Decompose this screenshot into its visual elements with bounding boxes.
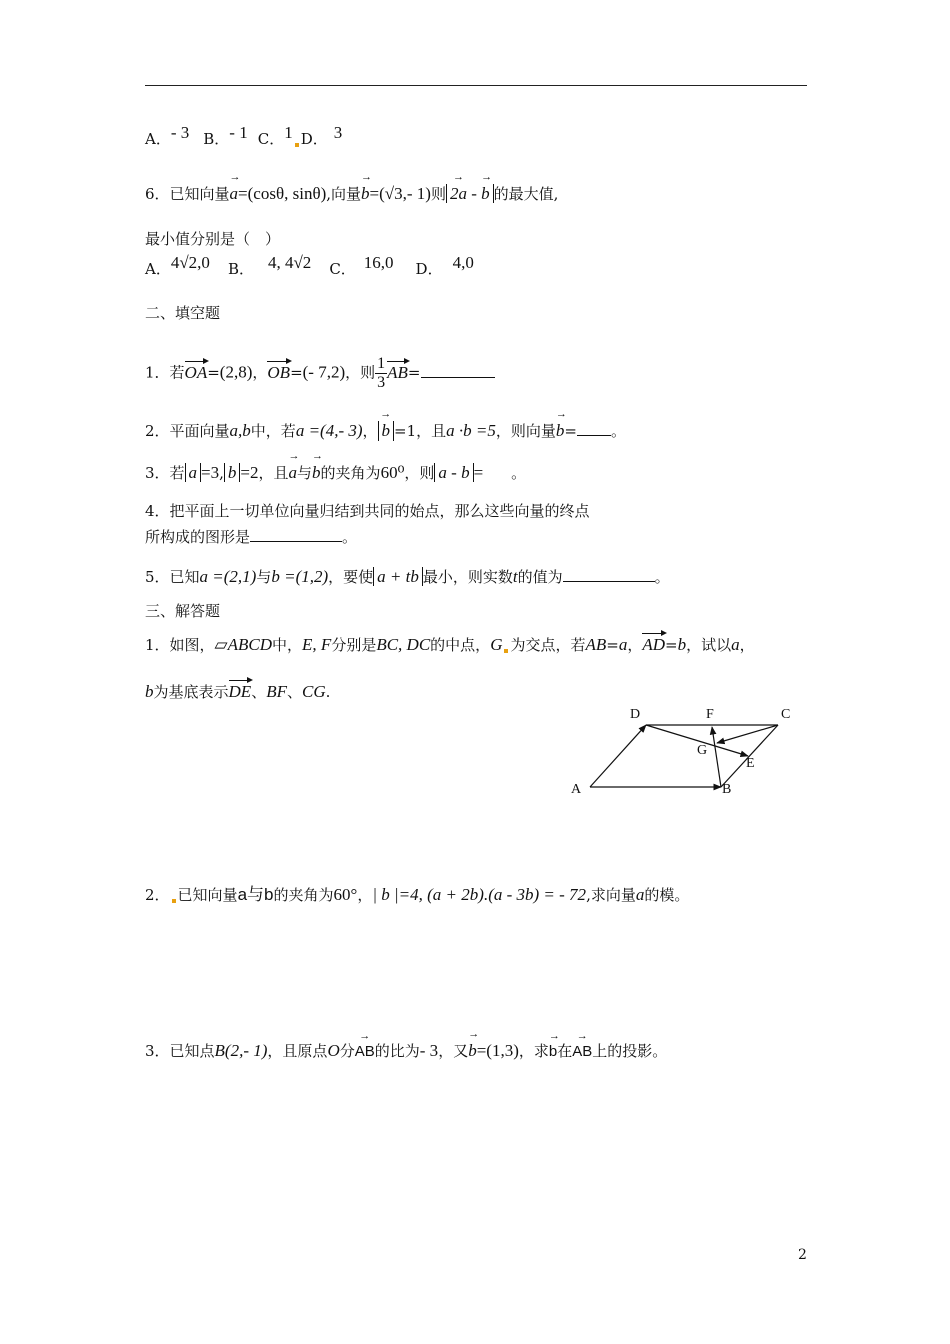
option-b-value: - 1	[229, 123, 248, 142]
fill-question-4-line2	[145, 526, 357, 547]
frac-num: 1	[377, 355, 386, 372]
fill3-a-abs: a	[185, 463, 202, 482]
solve1-line2: 为基底表示	[153, 683, 229, 701]
solve3-prefix: 3．已知点	[145, 1042, 215, 1060]
fraction-one-third	[375, 355, 387, 392]
option-c-label: C．	[257, 130, 285, 148]
fill3-angle: 的夹角为	[320, 464, 381, 482]
fill2-ab: a,b	[229, 421, 251, 440]
fill2-prefix: 2．平面向量	[145, 422, 230, 440]
solve1-eq1: =	[606, 636, 619, 654]
solve1-dun2: 、	[286, 683, 302, 701]
fill2-a-expr: a =(4,- 3)	[295, 421, 363, 440]
solve2-deg: 60°	[333, 885, 358, 904]
solve2-prefix: 2．	[145, 886, 170, 904]
q6-mid: ,向量	[326, 185, 362, 203]
solve3-text6: 在	[557, 1042, 573, 1060]
fill1-then: ，则	[345, 363, 376, 382]
header-rule	[145, 85, 807, 86]
label-d: D	[630, 707, 641, 722]
vector-oa-value: (2,8)	[219, 362, 253, 382]
solve1-zhong: 中，	[272, 636, 303, 654]
vector-b: → b	[361, 184, 370, 204]
abs-b: → b	[481, 184, 490, 204]
solve-question-1	[145, 633, 755, 655]
fill3-a-vec: → a	[289, 463, 298, 483]
fill2-end: 。	[611, 422, 627, 440]
label-f: F	[706, 707, 714, 722]
parallelogram-figure	[560, 700, 810, 805]
vector-de: DE	[228, 682, 252, 701]
vector-ab: AB	[387, 362, 408, 382]
solve1-end1: ，	[739, 636, 755, 654]
vector-ob: OB	[267, 362, 291, 382]
fill3-comma: ,	[219, 464, 224, 482]
segment-cg	[717, 725, 778, 743]
fill2-b-vec: → b	[556, 421, 565, 441]
segment-bf	[712, 727, 721, 787]
fill2-dot-expr: a ·b =5	[446, 421, 496, 440]
solve3-ratio: - 3	[419, 1041, 439, 1060]
solve1-a1: a	[618, 635, 628, 654]
fill3-diff: a - b	[434, 463, 473, 482]
solve3-text3: 的比为	[374, 1042, 420, 1060]
solve1-eq2: =	[665, 636, 678, 654]
fill-question-4-line1: 4．把平面上一切单位向量归结到共同的始点，那么这些向量的终点	[145, 502, 590, 520]
label-a: A	[571, 782, 582, 797]
solve1-b2: b	[145, 682, 154, 701]
solve2-text3: ,求向量	[586, 886, 636, 904]
vector-ob-value: (- 7,2)	[302, 362, 346, 382]
fill5-suffix: 最小，则实数	[422, 568, 513, 586]
solve1-mid: 的中点，	[430, 636, 491, 654]
answer-blank[interactable]	[250, 529, 342, 542]
option-c-value: 1	[284, 123, 293, 142]
solve2-comma: ，	[357, 886, 373, 904]
solve1-yi: ，试以	[686, 636, 732, 654]
point-b: B(2,- 1)	[214, 1041, 268, 1060]
origin-o: O	[327, 1041, 340, 1060]
solve3-text7: 上的投影。	[592, 1042, 668, 1060]
solve1-g: G	[490, 635, 503, 654]
fill-question-2	[145, 420, 626, 441]
marker-dot	[295, 143, 299, 147]
solve3-text1: ，且原点	[267, 1042, 328, 1060]
solve1-comma: ，	[627, 636, 643, 654]
q6-option-d-label: D．	[415, 260, 443, 278]
solve1-jiao: 为交点，若	[510, 636, 586, 654]
fill5-mid: ，要使	[328, 568, 374, 586]
label-c: C	[781, 707, 791, 722]
frac-den: 3	[377, 374, 386, 391]
question-6	[145, 183, 558, 204]
label-b: B	[722, 782, 732, 797]
fill-question-3	[145, 462, 526, 483]
vector-ab-2: → AB	[572, 1043, 592, 1060]
q6-abs-expr	[446, 184, 494, 203]
solve1-prefix: 1．如图，	[145, 636, 215, 654]
fill5-a-expr: a =(2,1)	[199, 567, 257, 586]
q6-option-b-value: 4, 4√2	[267, 253, 312, 272]
option-a-value: - 3	[170, 123, 190, 142]
question-6-options	[145, 253, 474, 279]
fill5-b-expr: b =(1,2)	[271, 567, 329, 586]
vector-ad: AD	[642, 635, 666, 654]
section-fill-title: 二、填空题	[145, 304, 221, 322]
marker-dot	[172, 899, 176, 903]
solve-question-3	[145, 1040, 667, 1061]
option-b-label: B．	[203, 130, 230, 148]
option-d-label: D．	[300, 130, 328, 148]
q6-option-b-label: B．	[227, 260, 254, 278]
vector-bf: BF	[266, 682, 287, 701]
solve2-a: a	[635, 885, 645, 904]
fill5-end: 。	[654, 568, 670, 586]
fill3-then: ，则	[404, 464, 435, 482]
fill5-t: t	[512, 567, 518, 586]
fill3-b-eq: =2	[240, 463, 259, 482]
solve3-text4: ，又	[438, 1042, 469, 1060]
q6-suffix: 的最大值,	[493, 185, 559, 203]
solve3-text2: 分	[339, 1042, 355, 1060]
fill3-eq: =	[473, 463, 484, 482]
fill3-b-abs: b	[224, 463, 241, 482]
fill-question-5	[145, 566, 670, 587]
fill2-then: ，则向量	[495, 422, 556, 440]
parallelogram-abcd: ▱ABCD	[214, 635, 273, 654]
option-a-label: A．	[145, 130, 171, 148]
page-number: 2	[798, 1247, 807, 1263]
fill1-eq3: =	[407, 363, 421, 382]
question-6-line2: 最小值分别是（ ）	[145, 230, 281, 248]
q6-option-c-value: 16,0	[363, 253, 394, 272]
solve1-ab: AB	[585, 635, 607, 654]
answer-blank[interactable]	[563, 569, 655, 582]
solve2-text4: 的模。	[644, 886, 690, 904]
solve1-bcdc: BC, DC	[376, 635, 431, 654]
label-e: E	[746, 756, 755, 771]
abs-minus: -	[466, 184, 482, 203]
q6-then: 则	[430, 185, 446, 203]
marker-dot	[504, 649, 508, 653]
vector-oa: OA	[184, 362, 208, 382]
answer-blank[interactable]	[577, 423, 611, 436]
solve3-text5: ，求	[518, 1042, 549, 1060]
vector-b-2: → b	[549, 1043, 557, 1060]
answer-blank[interactable]	[421, 365, 495, 378]
vector-b: → b	[468, 1041, 477, 1061]
abs-2a: → 2a	[450, 184, 467, 204]
fill5-yu: 与	[256, 568, 272, 586]
fill5-abs-expr: a + tb	[373, 567, 423, 586]
q6-option-a-value: 4√2,0	[170, 253, 210, 272]
fill2-b-abs: → b	[378, 421, 395, 441]
fill3-yu: 与	[297, 464, 313, 482]
fill1-comma: ，	[252, 363, 268, 382]
fill1-prefix: 1．若	[145, 363, 185, 382]
fill3-qie: ，且	[258, 464, 289, 482]
fill1-eq2: =	[290, 363, 303, 382]
vector-b-expr: =(√3,- 1)	[369, 184, 431, 203]
vector-cg: CG	[302, 682, 326, 701]
fill5-suffix2: 的值为	[517, 568, 563, 586]
fill3-end: 。	[511, 464, 527, 482]
solve1-a2: a	[731, 635, 740, 654]
fill3-b-vec: → b	[312, 463, 321, 483]
edge-ad	[590, 725, 646, 787]
solve1-dun1: 、	[251, 683, 267, 701]
fill3-prefix: 3．若	[145, 464, 185, 482]
solve2-text2: 的夹角为	[273, 886, 334, 904]
fill1-eq1: =	[207, 363, 220, 382]
q6-prefix: 6．已知向量	[145, 185, 230, 203]
solve2-condition: | b |=4, (a + 2b).(a - 3b) = - 72	[372, 885, 587, 904]
solve1-b1: b	[677, 635, 687, 654]
solve-question-2	[145, 880, 689, 905]
q6-option-a-label: A．	[145, 260, 171, 278]
q6-option-d-value: 4,0	[452, 253, 474, 272]
option-d-value: 3	[333, 123, 343, 142]
section-solve-title: 三、解答题	[145, 602, 221, 620]
q5-options	[145, 123, 343, 149]
fill2-comma: ，	[362, 422, 378, 440]
vector-ab-1: → AB	[355, 1043, 375, 1060]
solve2-ab: a与b	[237, 885, 274, 904]
fill4-line2-text: 所构成的图形是	[145, 528, 251, 546]
vector-a-expr: =(cosθ, sinθ)	[238, 184, 327, 203]
fill-question-1	[145, 355, 495, 392]
vector-a: → a	[230, 184, 239, 204]
q6-option-c-label: C．	[329, 260, 356, 278]
fill2-eq2: =	[564, 422, 577, 440]
fill2-zhong: 中，若	[250, 422, 296, 440]
label-g: G	[697, 743, 708, 758]
solve1-ef: E, F	[302, 635, 332, 654]
fill5-prefix: 5．已知	[145, 568, 200, 586]
fill3-a-eq: =3	[201, 463, 220, 482]
solve1-fen: 分别是	[331, 636, 377, 654]
fill4-end: 。	[342, 528, 358, 546]
solve-question-1-line2	[145, 680, 330, 702]
fill2-eq1: =1，且	[394, 422, 447, 440]
solve1-period: .	[325, 683, 331, 701]
fill3-deg: 60⁰	[380, 463, 405, 482]
solve2-text1: 已知向量	[177, 886, 238, 904]
vector-b-value: =(1,3)	[476, 1041, 519, 1060]
